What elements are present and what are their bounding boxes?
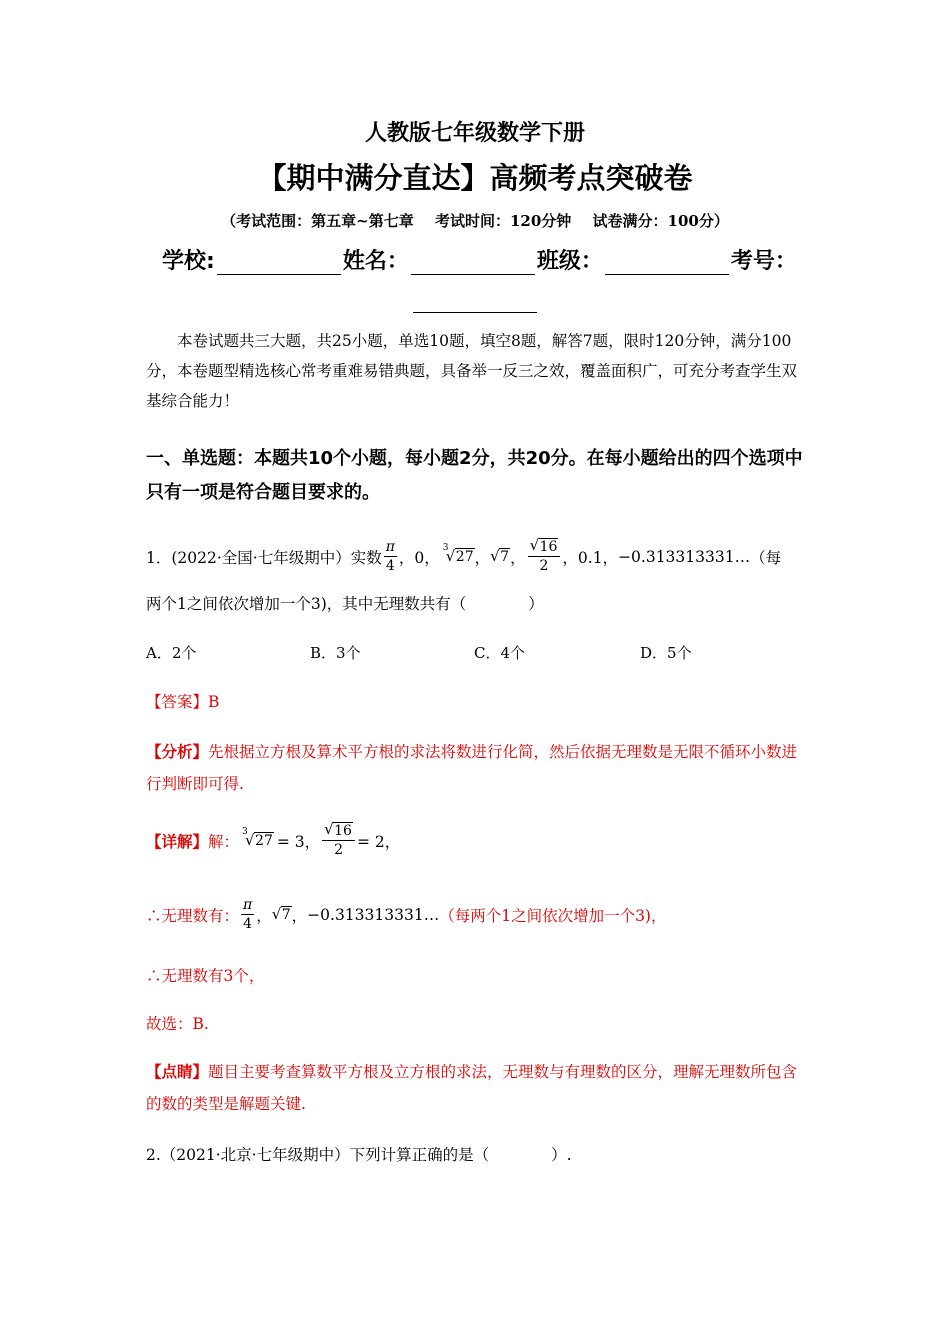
q1-zero: ，0， [398, 548, 440, 567]
name-label: 姓名： [342, 249, 409, 274]
option-a[interactable]: A．2个 [146, 644, 197, 662]
exam-scope: （考试范围：第五章~第七章 [221, 212, 414, 230]
question-1-line-1: 1．(2022·全国·七年级期中）实数 $\frac{\pi}{4}$ ，0， 3 √ 27 ， √ 7 ， √ 16 2 ，0.1， −0.313313331… （每 [146, 536, 782, 574]
choose-line: 故选：B. [146, 1015, 209, 1033]
therefore-neg-number: −0.313313331… [307, 905, 440, 924]
question-1-line-2: 两个1之间依次增加一个3)，其中无理数共有（ ） [146, 595, 544, 613]
sqrt16-over-2: √ 16 2 [528, 538, 561, 575]
detail-tag: 【详解】 [146, 831, 209, 851]
detail-eq1: = 3， [276, 832, 321, 851]
sqrt-7: √ 7 [490, 546, 510, 565]
option-b[interactable]: B．3个 [310, 644, 361, 662]
option-d[interactable]: D．5个 [640, 644, 692, 662]
q1-neg-number: −0.313313331… [618, 547, 751, 566]
school-label: 学校: [162, 249, 215, 274]
exam-info [0, 210, 950, 231]
class-blank[interactable] [605, 252, 729, 275]
detail-eq2: = 2， [356, 832, 401, 851]
book-title: 人教版七年级数学下册 [364, 121, 585, 146]
comment-tag: 【点睛】 [146, 1062, 209, 1081]
analysis-text: 先根据立方根及算术平方根的求法将数进行化简，然后依据无理数是无限不循环小数进行判断即可得. [146, 743, 798, 793]
exam-title: 【期中满分直达】高频考点突破卷 [257, 161, 693, 195]
q1-prefix: 1．(2022·全国·七年级期中）实数 [146, 548, 382, 567]
therefore-line-2: ∴无理数有3个， [146, 967, 265, 985]
detail-sqrt16-over-2: √ 16 2 [322, 822, 355, 859]
therefore-line-1: ∴无理数有： $\frac{\pi}{4}$ ， √ 7 ， −0.313313331… （每两个1之间依次增加一个3)， [146, 897, 667, 932]
analysis-tag: 【分析】 [146, 742, 209, 761]
number-blank[interactable] [413, 290, 537, 313]
question-2: 2.（2021·北京·七年级期中）下列计算正确的是（ ）. [146, 1146, 572, 1164]
class-label: 班级： [536, 249, 603, 274]
answer-tag: 【答案】 [146, 693, 209, 711]
option-c[interactable]: C．4个 [474, 644, 526, 662]
school-blank[interactable] [217, 252, 341, 275]
therefore-pi-over-4: $\frac{\pi}{4}$ [243, 897, 253, 932]
detail-line [146, 822, 400, 859]
comment-text: 题目主要考查算数平方根及立方根的求法，无理数与有理数的区分，理解无理数所包含的数的类型是解题关键. [146, 1063, 798, 1113]
therefore1-tail: （每两个1之间依次增加一个3)， [439, 906, 667, 925]
analysis-paragraph [146, 736, 806, 800]
exam-time: 考试时间：120分钟 [434, 212, 572, 230]
detail-cube-root-27: 3 √ 27 [242, 826, 273, 849]
therefore1-label: ∴无理数有： [146, 906, 240, 925]
exam-full-score: 试卷满分：100分） [592, 212, 729, 230]
comment-paragraph [146, 1056, 806, 1120]
number-label: 考号： [730, 249, 797, 274]
q1-tail: ，0.1， [562, 548, 619, 567]
student-info-form [162, 244, 797, 275]
answer-line [146, 690, 219, 712]
q1-mei: （每 [750, 548, 782, 567]
section-one-heading: 一、单选题：本题共10个小题，每小题2分，共20分。在每小题给出的四个选项中只有一项是符合题目要求的。 [146, 448, 803, 503]
therefore-sqrt-7: √ 7 [271, 904, 291, 923]
cube-root-27: 3 √ 27 [442, 542, 474, 565]
detail-pre: 解： [208, 832, 240, 851]
intro-paragraph: 本卷试题共三大题，共25小题，单选10题，填空8题，解答7题，限时120分钟，满分100分，本卷题型精选核心常考重难易错典题，具备举一反三之效，覆盖面积广，可充分考查学生双基综合能力！ [146, 332, 798, 410]
answer-value: B [208, 693, 220, 711]
name-blank[interactable] [411, 252, 535, 275]
pi-over-4: $\frac{\pi}{4}$ [385, 539, 395, 574]
